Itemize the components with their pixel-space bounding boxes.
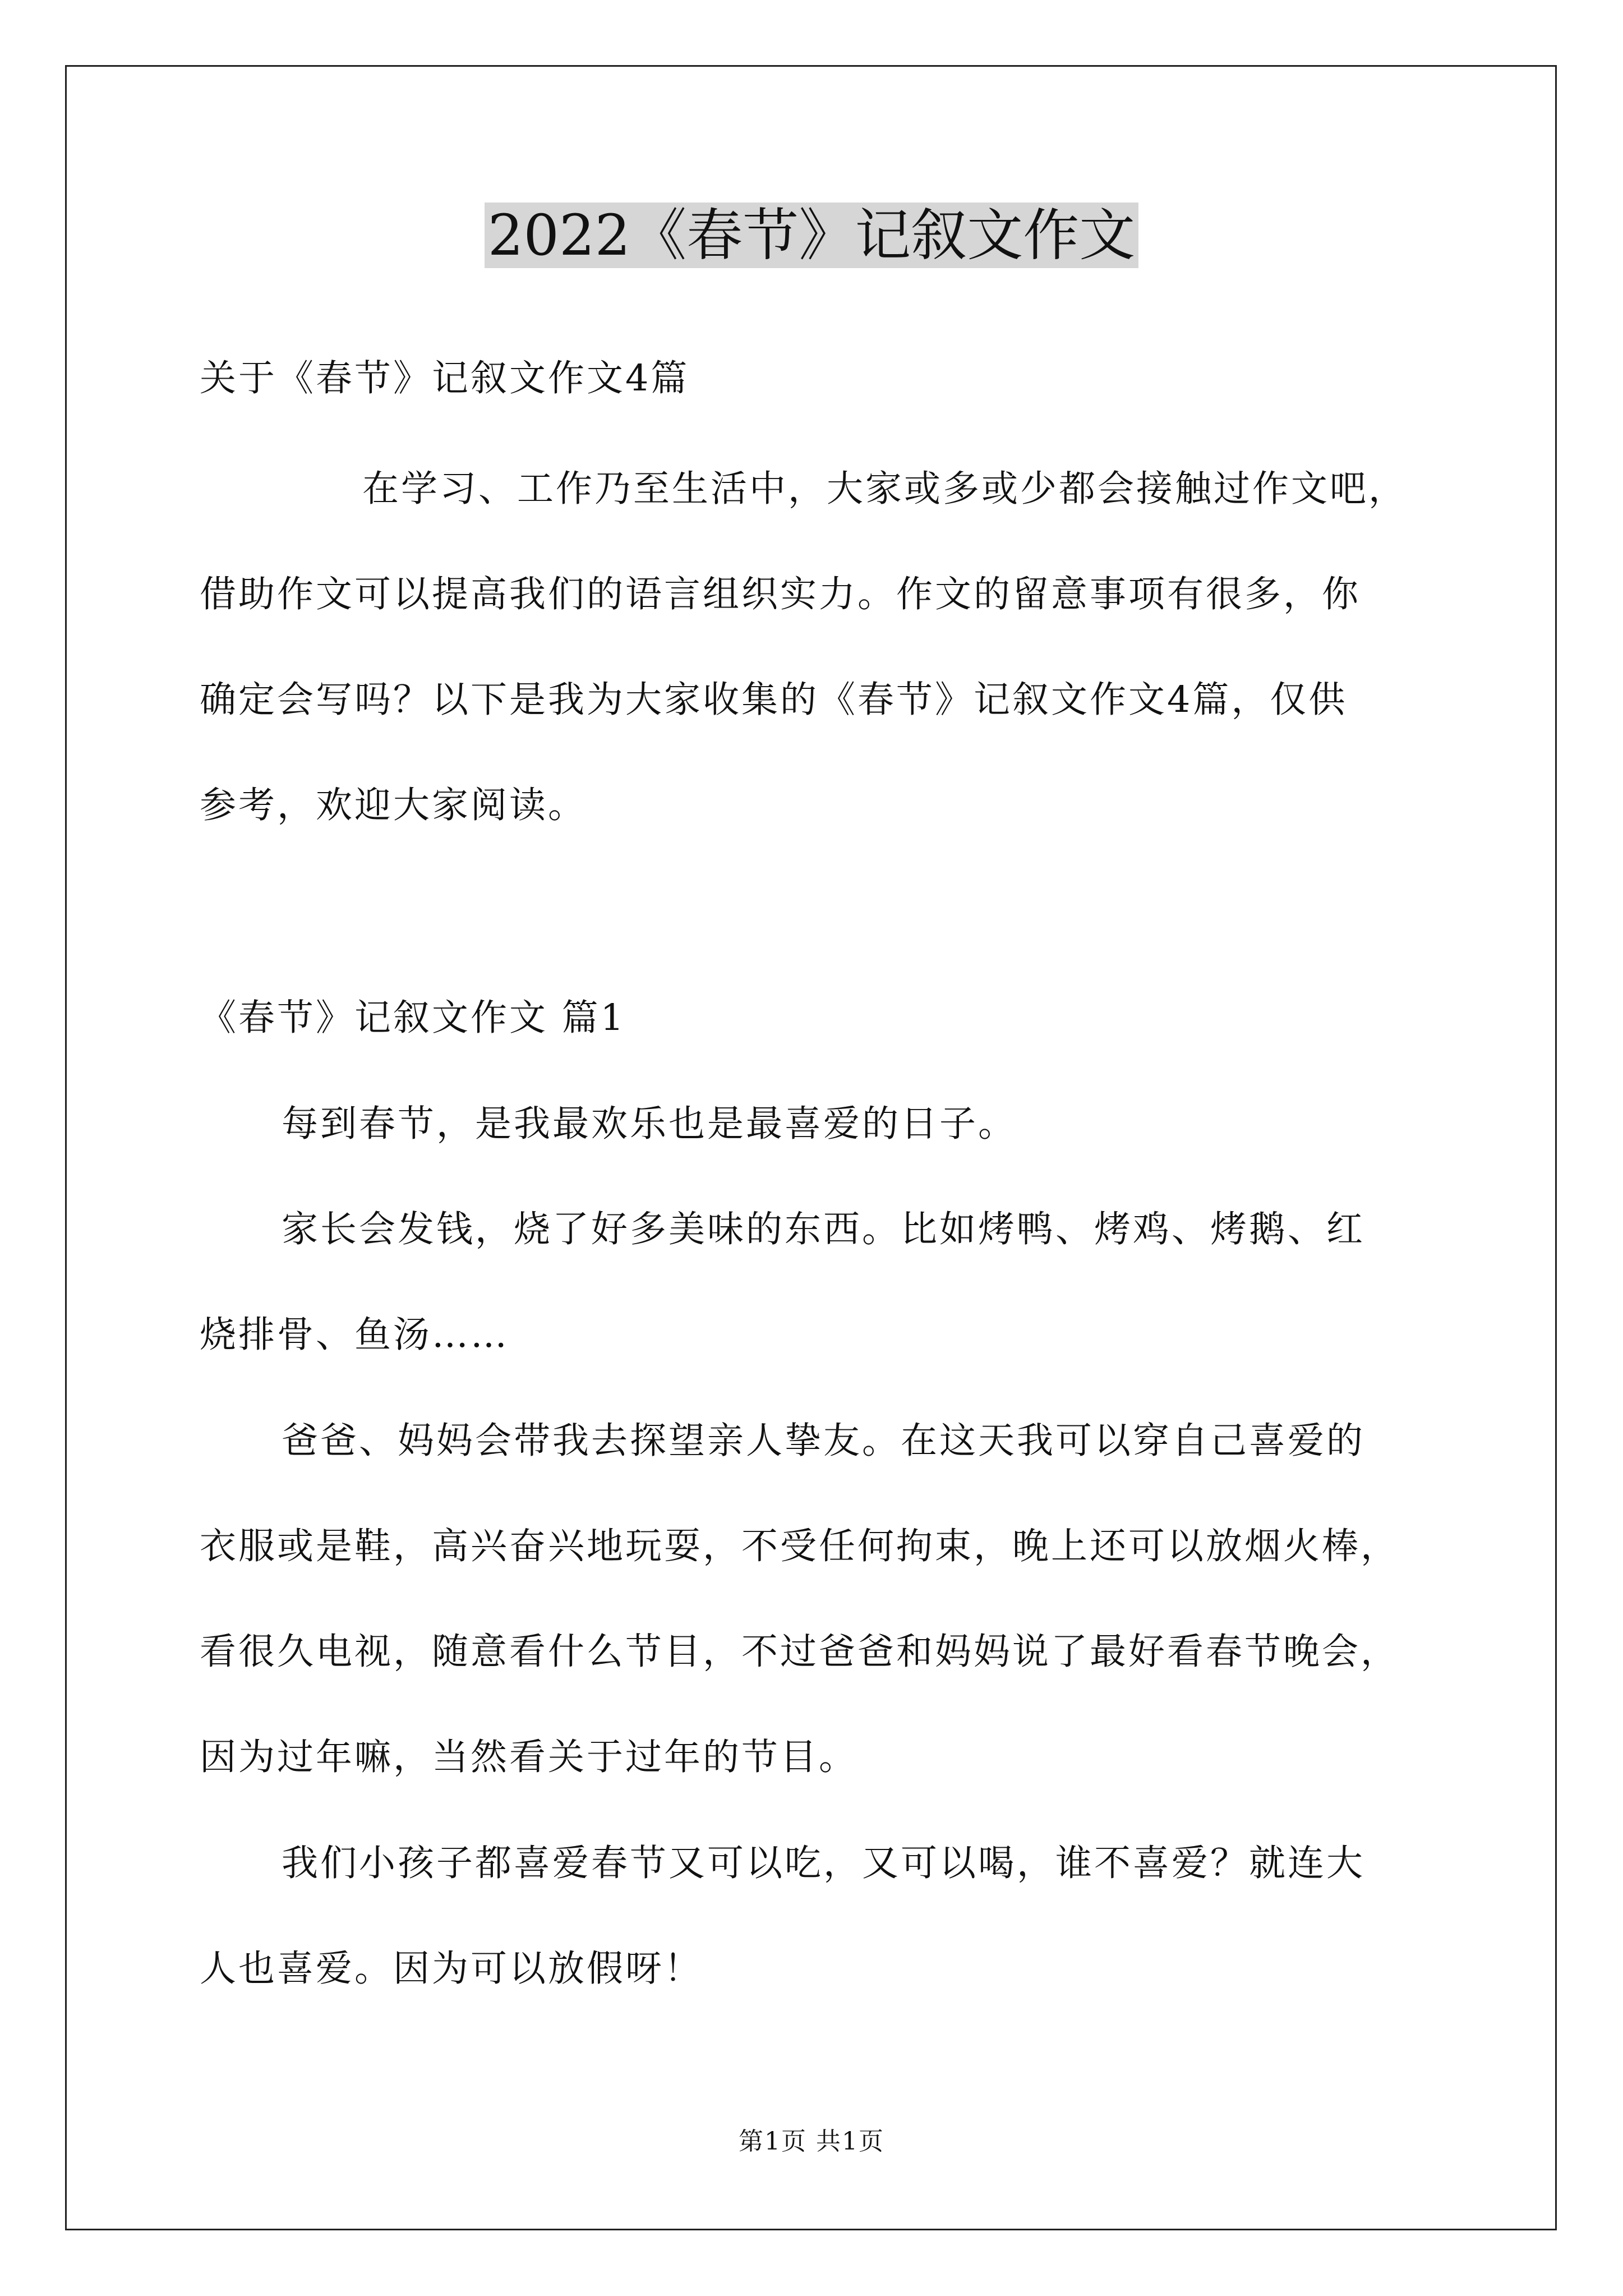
intro-line: 参考，欢迎大家阅读。: [200, 784, 587, 826]
body-line: 人也喜爱。因为可以放假呀！: [200, 1948, 703, 1990]
body-line: 因为过年嘛，当然看关于过年的节目。: [200, 1736, 858, 1778]
intro-line: 借助作文可以提高我们的语言组织实力。作文的留意事项有很多，你: [200, 573, 1361, 615]
body-line: 我们小孩子都喜爱春节又可以吃，又可以喝，谁不喜爱？就连大: [282, 1842, 1366, 1884]
document-subtitle: 关于《春节》记叙文作文4篇: [200, 357, 690, 399]
body-line: 烧排骨、鱼汤……: [200, 1314, 510, 1356]
intro-line: 确定会写吗？以下是我为大家收集的《春节》记叙文作文4篇，仅供: [200, 679, 1348, 721]
document-title: [0, 199, 1623, 272]
document-title-text: 2022《春节》记叙文作文: [485, 203, 1139, 268]
body-line: 家长会发钱，烧了好多美味的东西。比如烤鸭、烤鸡、烤鹅、红: [282, 1208, 1366, 1250]
body-line: 每到春节，是我最欢乐也是最喜爱的日子。: [282, 1103, 1017, 1145]
body-line: 看很久电视，随意看什么节目，不过爸爸和妈妈说了最好看春节晚会，: [200, 1631, 1400, 1673]
page-footer: 第1页 共1页: [739, 2127, 884, 2156]
body-line: 衣服或是鞋，高兴奋兴地玩耍，不受任何拘束，晚上还可以放烟火棒，: [200, 1525, 1400, 1567]
section-heading: 《春节》记叙文作文 篇1: [200, 997, 626, 1039]
body-line: 爸爸、妈妈会带我去探望亲人挚友。在这天我可以穿自己喜爱的: [282, 1420, 1366, 1462]
intro-line: 在学习、工作乃至生活中，大家或多或少都会接触过作文吧，: [362, 468, 1408, 510]
